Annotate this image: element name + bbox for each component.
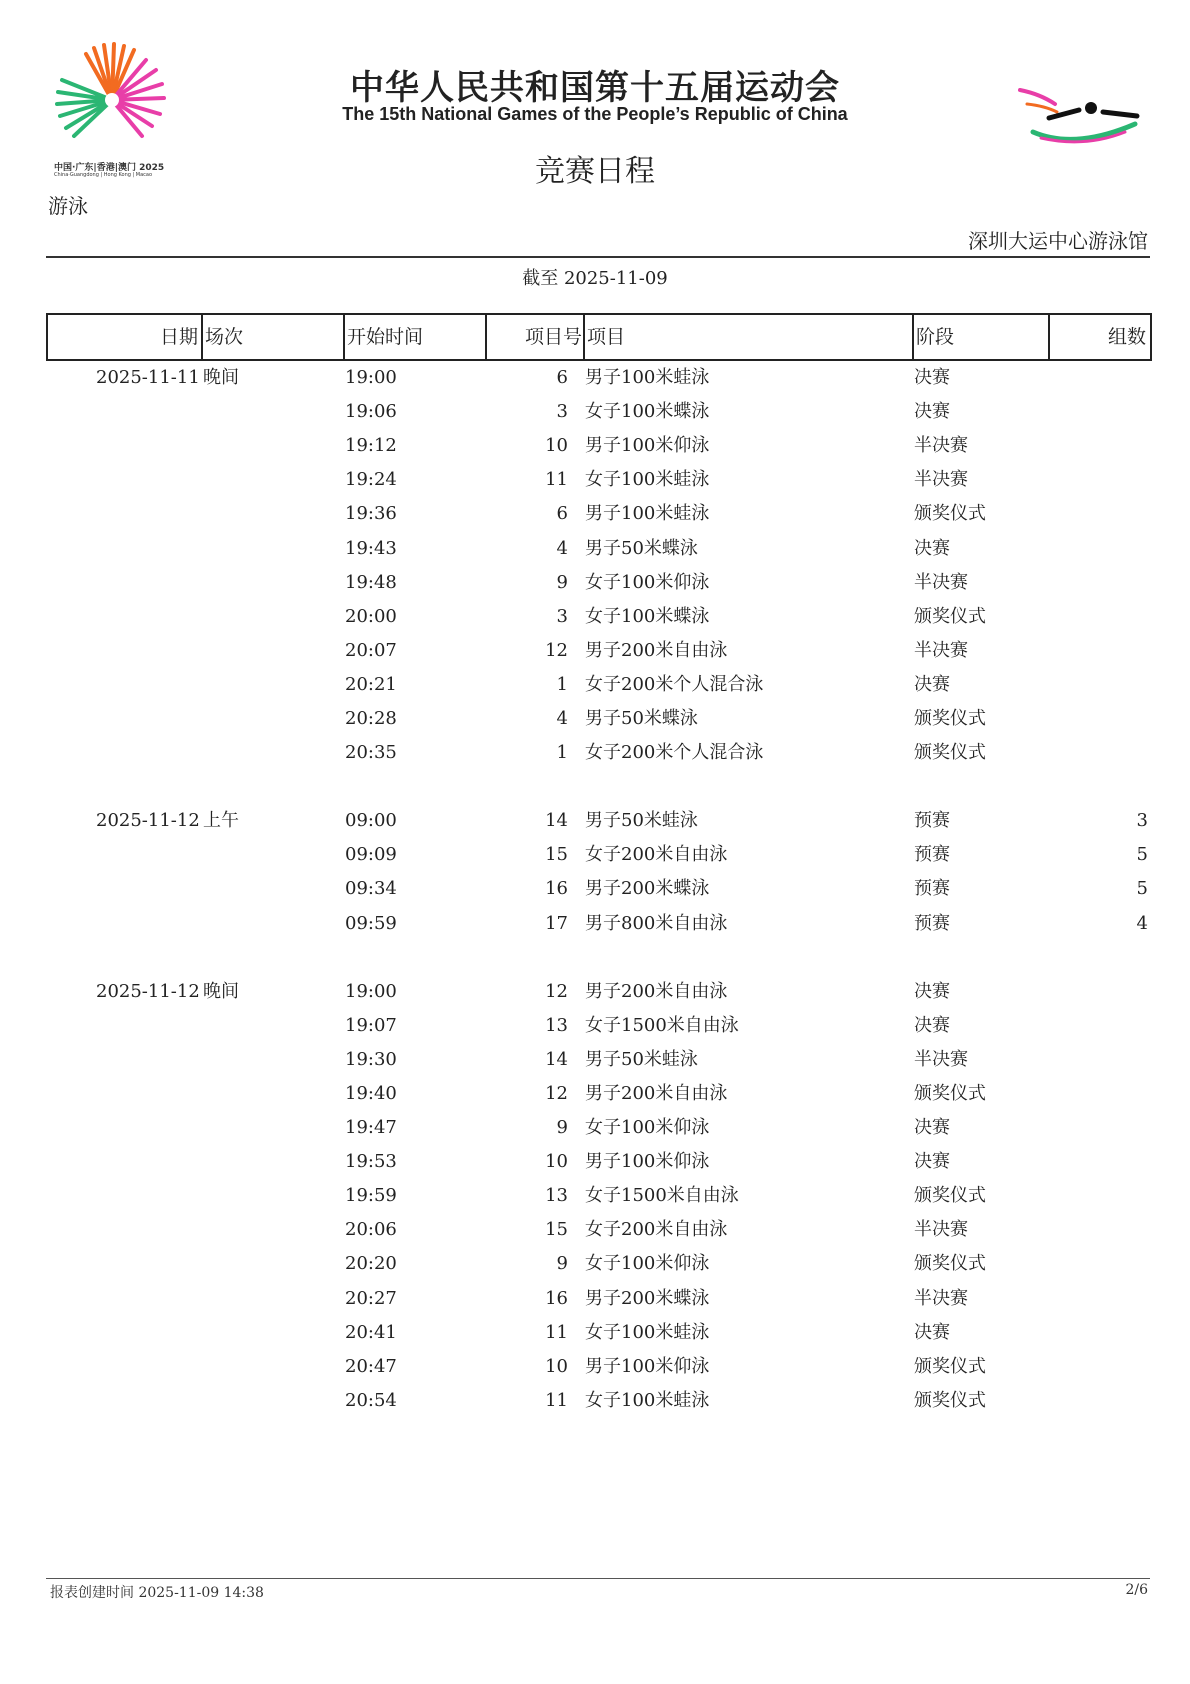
row-stage: 预赛: [914, 912, 950, 934]
row-event: 女子100米仰泳: [585, 1117, 710, 1138]
row-start-time: 19:59: [345, 1185, 397, 1207]
row-event-no: 9: [556, 1117, 568, 1138]
row-groups: 5: [1136, 844, 1148, 866]
row-stage: 决赛: [914, 673, 950, 695]
row-event: 女子100米蝶泳: [585, 605, 710, 627]
row-event: 男子100米仰泳: [585, 435, 710, 457]
col-header-stage: 阶段: [916, 326, 955, 348]
table-row: [0, 1043, 1190, 1077]
row-stage: 半决赛: [914, 1219, 968, 1241]
col-header-event: 项目: [587, 326, 626, 348]
row-event-no: 10: [545, 1151, 568, 1173]
row-start-time: 20:00: [345, 605, 397, 627]
row-groups: 4: [1136, 912, 1148, 934]
row-date: 2025-11-12: [96, 980, 200, 1002]
row-stage: 半决赛: [914, 1048, 968, 1070]
row-stage: 颁奖仪式: [914, 742, 986, 764]
row-stage: 颁奖仪式: [914, 1185, 986, 1207]
row-stage: 决赛: [914, 1321, 950, 1343]
col-header-date: 日期: [159, 326, 198, 348]
swimming-pictogram-icon: [1015, 82, 1145, 152]
row-start-time: 19:47: [345, 1117, 397, 1138]
table-row: [0, 838, 1190, 872]
row-session: 晚间: [203, 367, 239, 388]
table-row: [0, 1213, 1190, 1247]
row-event: 女子100米蛙泳: [585, 1389, 710, 1411]
row-session: 上午: [203, 810, 239, 832]
table-row: [0, 361, 1190, 395]
row-start-time: 19:30: [345, 1048, 397, 1070]
table-row: [0, 668, 1190, 702]
row-start-time: 19:40: [345, 1082, 397, 1104]
header-divider: [46, 256, 1150, 258]
col-divider: [343, 315, 345, 359]
logo-caption: 中国·广东|香港|澳门 2025: [54, 163, 165, 173]
col-divider: [201, 315, 203, 359]
row-stage: 预赛: [914, 810, 950, 832]
row-stage: 决赛: [914, 1117, 950, 1138]
row-start-time: 20:35: [345, 742, 397, 764]
row-start-time: 19:00: [345, 980, 397, 1002]
row-event-no: 10: [545, 1355, 568, 1377]
row-event: 女子200米自由泳: [585, 1219, 728, 1241]
row-event: 男子50米蝶泳: [585, 708, 698, 729]
row-event-no: 6: [556, 367, 568, 388]
row-stage: 颁奖仪式: [914, 605, 986, 627]
row-start-time: 19:48: [345, 571, 397, 593]
table-row: [0, 429, 1190, 463]
table-row: [0, 907, 1190, 941]
row-event-no: 11: [545, 1321, 568, 1343]
row-event-no: 11: [545, 1389, 568, 1411]
table-row: [0, 1247, 1190, 1281]
row-start-time: 20:47: [345, 1355, 397, 1377]
row-event: 男子100米仰泳: [585, 1355, 710, 1377]
col-header-groups: 组数: [1107, 326, 1146, 348]
row-stage: 颁奖仪式: [914, 503, 986, 525]
col-divider: [583, 315, 585, 359]
row-event: 女子1500米自由泳: [585, 1014, 739, 1036]
row-start-time: 20:21: [345, 673, 397, 695]
table-row: [0, 634, 1190, 668]
table-row: [0, 1350, 1190, 1384]
row-event: 女子100米蝶泳: [585, 401, 710, 423]
row-start-time: 20:27: [345, 1287, 397, 1309]
row-start-time: 20:07: [345, 639, 397, 661]
row-event: 男子50米蛙泳: [585, 810, 698, 832]
col-divider: [912, 315, 914, 359]
row-date: 2025-11-11: [96, 367, 200, 388]
row-event-no: 15: [545, 1219, 568, 1241]
games-title-cn: 中华人民共和国第十五届运动会: [350, 68, 840, 108]
row-start-time: 20:54: [345, 1389, 397, 1411]
row-event: 女子100米仰泳: [585, 571, 710, 593]
table-row: [0, 1179, 1190, 1213]
logo-caption-sub: China·Guangdong | Hong Kong | Macao: [54, 172, 153, 178]
row-start-time: 19:43: [345, 537, 397, 559]
row-event-no: 4: [556, 708, 568, 729]
row-event: 男子200米自由泳: [585, 1082, 728, 1104]
row-start-time: 20:06: [345, 1219, 397, 1241]
row-start-time: 20:20: [345, 1253, 397, 1275]
row-groups: 5: [1136, 878, 1148, 900]
row-start-time: 19:53: [345, 1151, 397, 1173]
col-divider: [1048, 315, 1050, 359]
row-stage: 决赛: [914, 1014, 950, 1036]
row-stage: 预赛: [914, 844, 950, 866]
col-divider: [485, 315, 487, 359]
row-event: 男子100米蛙泳: [585, 503, 710, 525]
row-event-no: 6: [556, 503, 568, 525]
table-row: [0, 395, 1190, 429]
row-event-no: 9: [556, 1253, 568, 1275]
sport-name: 游泳: [48, 194, 88, 218]
row-stage: 决赛: [914, 401, 950, 423]
row-event: 男子200米自由泳: [585, 980, 728, 1002]
table-header: [46, 313, 1152, 361]
row-event-no: 12: [545, 639, 568, 661]
row-event: 男子200米蝶泳: [585, 1287, 710, 1309]
table-row: [0, 532, 1190, 566]
row-event-no: 17: [545, 912, 568, 934]
row-event: 男子100米仰泳: [585, 1151, 710, 1173]
row-event-no: 10: [545, 435, 568, 457]
row-event-no: 3: [556, 605, 568, 627]
row-stage: 决赛: [914, 980, 950, 1002]
table-row: [0, 736, 1190, 770]
row-event-no: 4: [556, 537, 568, 559]
row-event: 女子200米个人混合泳: [585, 673, 764, 695]
row-event-no: 13: [545, 1185, 568, 1207]
page-number: 2/6: [1125, 1582, 1148, 1598]
row-event: 男子50米蛙泳: [585, 1048, 698, 1070]
row-start-time: 20:28: [345, 708, 397, 729]
row-stage: 半决赛: [914, 1287, 968, 1309]
row-event: 女子200米个人混合泳: [585, 742, 764, 764]
row-event: 男子50米蝶泳: [585, 537, 698, 559]
table-row: [0, 1145, 1190, 1179]
report-created-time: 报表创建时间 2025-11-09 14:38: [50, 1585, 264, 1601]
row-stage: 半决赛: [914, 571, 968, 593]
table-row: [0, 463, 1190, 497]
table-row: [0, 497, 1190, 531]
row-event-no: 16: [545, 878, 568, 900]
table-row: [0, 566, 1190, 600]
row-event: 女子100米蛙泳: [585, 469, 710, 491]
row-event-no: 14: [545, 1048, 568, 1070]
row-start-time: 09:00: [345, 810, 397, 832]
row-event-no: 15: [545, 844, 568, 866]
row-start-time: 09:09: [345, 844, 397, 866]
row-stage: 半决赛: [914, 469, 968, 491]
row-stage: 颁奖仪式: [914, 1082, 986, 1104]
row-stage: 颁奖仪式: [914, 1389, 986, 1411]
row-event: 男子200米自由泳: [585, 639, 728, 661]
row-event-no: 1: [556, 673, 568, 695]
row-stage: 决赛: [914, 367, 950, 388]
row-start-time: 20:41: [345, 1321, 397, 1343]
row-event: 男子100米蛙泳: [585, 367, 710, 388]
row-event-no: 14: [545, 810, 568, 832]
games-title-en: The 15th National Games of the People’s Republic of China: [342, 104, 848, 124]
row-session: 晚间: [203, 980, 239, 1002]
row-event-no: 12: [545, 1082, 568, 1104]
table-row: [0, 702, 1190, 736]
row-event: 男子800米自由泳: [585, 912, 728, 934]
row-start-time: 09:59: [345, 912, 397, 934]
venue-name: 深圳大运中心游泳馆: [968, 229, 1148, 253]
row-stage: 颁奖仪式: [914, 708, 986, 729]
row-event: 女子100米仰泳: [585, 1253, 710, 1275]
row-event: 女子200米自由泳: [585, 844, 728, 866]
footer-divider: [46, 1578, 1150, 1579]
col-header-session: 场次: [205, 326, 244, 348]
row-groups: 3: [1136, 810, 1148, 832]
row-event-no: 11: [545, 469, 568, 491]
row-stage: 颁奖仪式: [914, 1355, 986, 1377]
table-row: [0, 1111, 1190, 1145]
table-row: [0, 600, 1190, 634]
row-stage: 半决赛: [914, 639, 968, 661]
row-event-no: 9: [556, 571, 568, 593]
as-of-date: 截至 2025-11-09: [522, 268, 668, 289]
table-row: [0, 1282, 1190, 1316]
row-start-time: 19:12: [345, 435, 397, 457]
row-event-no: 12: [545, 980, 568, 1002]
col-header-event-no: 项目号: [524, 326, 582, 348]
row-event: 女子100米蛙泳: [585, 1321, 710, 1343]
row-stage: 预赛: [914, 878, 950, 900]
row-stage: 决赛: [914, 537, 950, 559]
table-row: [0, 1384, 1190, 1418]
row-start-time: 19:00: [345, 367, 397, 388]
row-stage: 决赛: [914, 1151, 950, 1173]
row-start-time: 19:36: [345, 503, 397, 525]
row-start-time: 09:34: [345, 878, 397, 900]
row-date: 2025-11-12: [96, 810, 200, 832]
document-title: 竞赛日程: [535, 154, 655, 189]
row-event-no: 3: [556, 401, 568, 423]
table-row: [0, 872, 1190, 906]
table-row: [0, 1316, 1190, 1350]
row-event: 男子200米蝶泳: [585, 878, 710, 900]
row-event-no: 16: [545, 1287, 568, 1309]
row-stage: 半决赛: [914, 435, 968, 457]
row-event: 女子1500米自由泳: [585, 1185, 739, 1207]
row-event-no: 1: [556, 742, 568, 764]
table-row: [0, 804, 1190, 838]
row-start-time: 19:07: [345, 1014, 397, 1036]
row-start-time: 19:06: [345, 401, 397, 423]
table-row: [0, 1077, 1190, 1111]
table-row: [0, 975, 1190, 1009]
row-stage: 颁奖仪式: [914, 1253, 986, 1275]
col-header-start-time: 开始时间: [347, 326, 424, 348]
row-event-no: 13: [545, 1014, 568, 1036]
table-row: [0, 1009, 1190, 1043]
row-start-time: 19:24: [345, 469, 397, 491]
